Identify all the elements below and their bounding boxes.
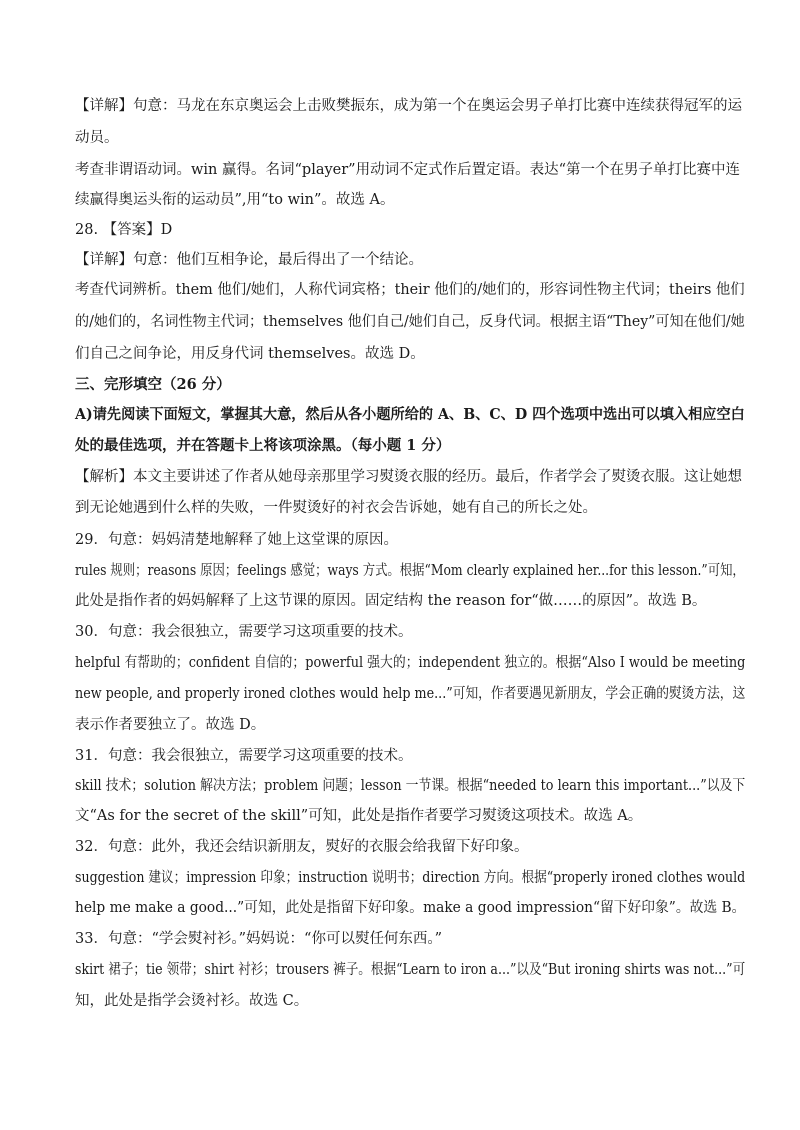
instructions-line: 处的最佳选项，并在答题卡上将该项涂黑。（每小题 1 分） bbox=[75, 437, 451, 454]
text-line: 表示作者要独立了。故选 D。 bbox=[75, 717, 266, 733]
section-heading: 三、完形填空（26 分） bbox=[75, 376, 231, 393]
text-line: 考查非谓语动词。win 赢得。名词“player”用动词不定式作后置定语。表达“第一个在男子单打比赛中连 bbox=[75, 162, 740, 178]
text-line: suggestion 建议；impression 印象；instruction 说明书；direction 方向。根据“properly ironed clothes would bbox=[75, 870, 746, 886]
text-line: 的/她们的，名词性物主代词；themselves 他们自己/她们自己，反身代词。根据主语“They”可知在他们/她 bbox=[75, 314, 745, 330]
text-line: 到无论她遇到什么样的失败，一件熨烫好的衬衣会告诉她，她有自己的所长之处。 bbox=[75, 500, 597, 516]
text-line: 此处是指作者的妈妈解释了上这节课的原因。固定结构 the reason for“做……的原因”。故选 B。 bbox=[75, 593, 707, 609]
text-line: 29．句意：妈妈清楚地解释了她上这堂课的原因。 bbox=[75, 532, 398, 548]
text-line: 32．句意：此外，我还会结识新朋友，熨好的衣服会给我留下好印象。 bbox=[75, 839, 529, 855]
text-line: help me make a good...”可知，此处是指留下好印象。make a good impression“留下好印象”。故选 B。 bbox=[75, 900, 746, 916]
text-line: 动员。 bbox=[75, 130, 119, 146]
text-line: skirt 裙子；tie 领带；shirt 衬衫；trousers 裤子。根据“Learn to iron a...”以及“But ironing shirts was not...”可 bbox=[75, 962, 746, 978]
instructions-line: A)请先阅读下面短文，掌握其大意，然后从各小题所给的 A、B、C、D 四个选项中选出可以填入相应空白 bbox=[75, 406, 745, 423]
text-line: 30．句意：我会很独立，需要学习这项重要的技术。 bbox=[75, 624, 413, 640]
text-line: 续赢得奥运头衔的运动员”,用“to win”。故选 A。 bbox=[75, 192, 395, 208]
text-line: 知，此处是指学会烫衬衫。故选 C。 bbox=[75, 993, 309, 1009]
text-line: 考查代词辨析。them 他们/她们，人称代词宾格；their 他们的/她们的，形容词性物主代词；theirs 他们 bbox=[75, 282, 745, 298]
text-line: 文“As for the secret of the skill”可知，此处是指作者要学习熨烫这项技术。故选 A。 bbox=[75, 808, 643, 824]
text-line: 【解析】本文主要讲述了作者从她母亲那里学习熨烫衣服的经历。最后，作者学会了熨烫衣服。这让她想 bbox=[75, 469, 742, 485]
text-line: 33．句意：“学会熨衬衫。”妈妈说：“你可以熨任何东西。” bbox=[75, 931, 443, 947]
text-line: 28. 【答案】D bbox=[75, 222, 173, 238]
text-line: 【详解】句意：他们互相争论，最后得出了一个结论。 bbox=[75, 252, 423, 268]
text-line: skill 技术；solution 解决方法；problem 问题；lesson 一节课。根据“needed to learn this important...”以及下 bbox=[75, 778, 746, 794]
text-line: 【详解】句意：马龙在东京奥运会上击败樊振东，成为第一个在奥运会男子单打比赛中连续获得冠军的运 bbox=[75, 98, 742, 114]
text-line: helpful 有帮助的；confident 自信的；powerful 强大的；independent 独立的。根据“Also I would be meeting bbox=[75, 655, 746, 671]
text-line: 31．句意：我会很独立，需要学习这项重要的技术。 bbox=[75, 748, 413, 764]
text-line: 们自己之间争论，用反身代词 themselves。故选 D。 bbox=[75, 346, 425, 362]
text-line: new people, and properly ironed clothes would help me...”可知，作者要遇见新朋友，学会正确的熨烫方法，这 bbox=[75, 686, 746, 702]
text-line: rules 规则；reasons 原因；feelings 感觉；ways 方式。根据“Mom clearly explained her...for this lesson.”可知， bbox=[75, 563, 745, 579]
